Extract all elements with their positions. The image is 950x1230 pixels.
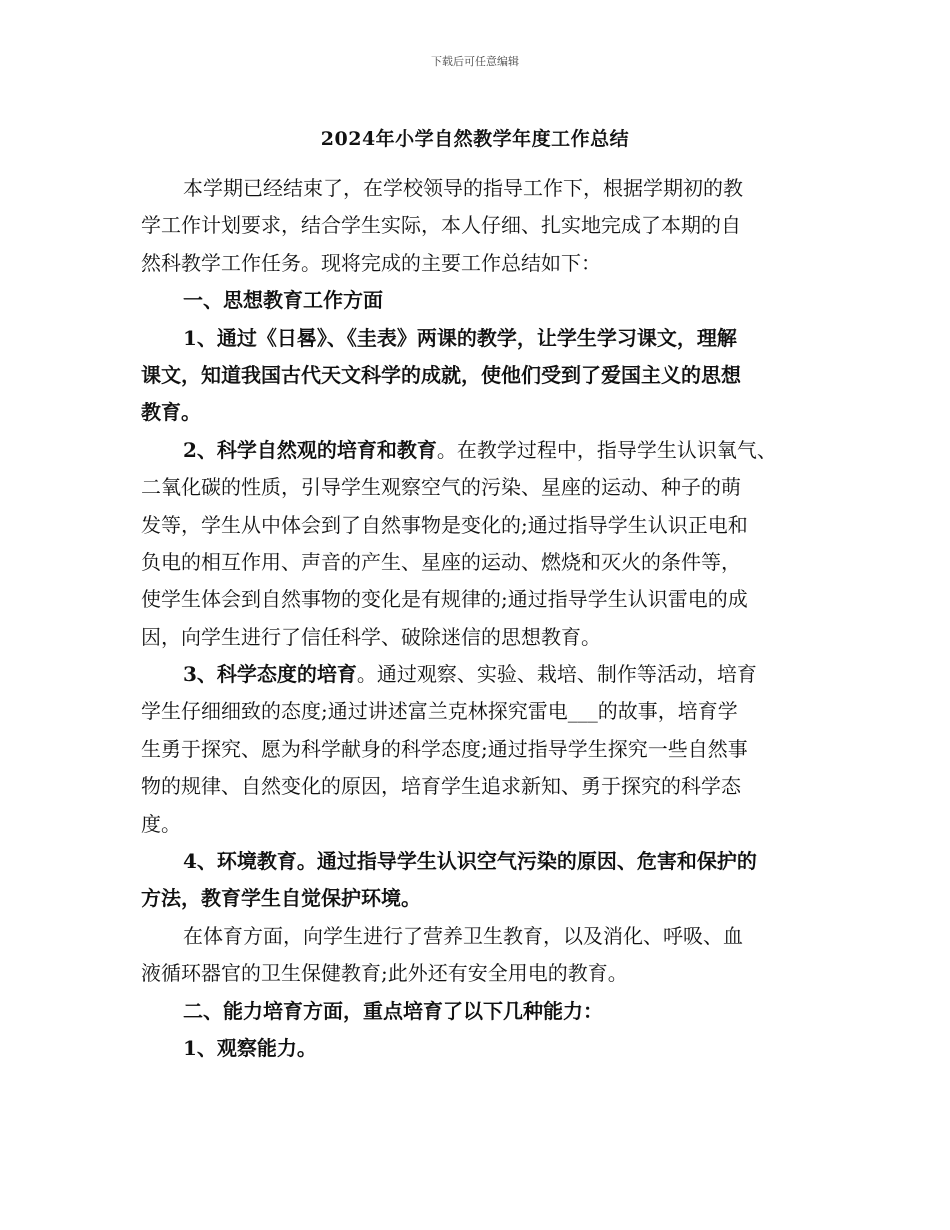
text-line: 教育。 (141, 400, 201, 425)
text-line: 二氧化碳的性质，引导学生观察空气的污染、星座的运动、种子的萌 (141, 475, 741, 500)
text-line: 课文，知道我国古代天文科学的成就，使他们受到了爱国主义的思想 (141, 362, 741, 387)
text-line: 本学期已经结束了，在学校领导的指导工作下，根据学期初的教 (183, 176, 743, 200)
item-paragraph (141, 320, 811, 432)
text-line: 生勇于探究、愿为科学献身的科学态度;通过指导学生探究一些自然事 (141, 736, 748, 761)
item-paragraph (141, 656, 811, 843)
page-header: 下载后可任意编辑 (431, 55, 519, 68)
item-lead: 3、科学态度的培育 (183, 662, 357, 687)
section-heading: 二、能力培育方面，重点培育了以下几种能力： (183, 998, 603, 1023)
item-text: 。通过观察、实验、栽培、制作等活动，培育 (356, 662, 757, 687)
text-line (141, 656, 811, 693)
text-line: 然科教学工作任务。现将完成的主要工作总结如下： (141, 250, 601, 275)
pe-paragraph (141, 918, 811, 993)
text-line: 液循环器官的卫生保健教育;此外还有安全用电的教育。 (141, 961, 628, 986)
subsection-heading: 1、观察能力。 (183, 1035, 317, 1060)
text-line: 学生仔细细致的态度;通过讲述富兰克林探究雷电___的故事，培育学 (141, 699, 738, 724)
intro-paragraph (141, 170, 811, 282)
text-line: 学工作计划要求，结合学生实际，本人仔细、扎实地完成了本期的自 (141, 213, 741, 238)
item-paragraph (141, 843, 811, 918)
item-text: 。在教学过程中，指导学生认识氧气、 (436, 437, 777, 462)
text-line: 4、环境教育。通过指导学生认识空气污染的原因、危害和保护的 (183, 849, 757, 874)
text-line: 负电的相互作用、声音的产生、星座的运动、燃烧和灭火的条件等， (141, 549, 741, 574)
section-heading: 一、思想教育工作方面 (183, 288, 383, 313)
text-line: 度。 (141, 811, 181, 836)
text-line: 因，向学生进行了信任科学、破除迷信的思想教育。 (141, 624, 601, 649)
text-line: 在体育方面，向学生进行了营养卫生教育，以及消化、呼吸、血 (183, 923, 743, 948)
text-line: 物的规律、自然变化的原因，培育学生追求新知、勇于探究的科学态 (141, 774, 741, 799)
text-line: 发等，学生从中体会到了自然事物是变化的;通过指导学生认识正电和 (141, 512, 748, 537)
document-body (141, 170, 811, 1067)
text-line (141, 432, 811, 469)
item-paragraph (141, 432, 811, 656)
text-line: 使学生体会到自然事物的变化是有规律的;通过指导学生认识雷电的成 (141, 587, 748, 612)
item-lead: 2、科学自然观的培育和教育 (183, 437, 437, 462)
document-title: 2024年小学自然教学年度工作总结 (320, 128, 630, 150)
text-line: 方法，教育学生自觉保护环境。 (141, 886, 421, 911)
text-line: 1、通过《日晷》、《圭表》两课的教学，让学生学习课文，理解 (183, 325, 737, 350)
